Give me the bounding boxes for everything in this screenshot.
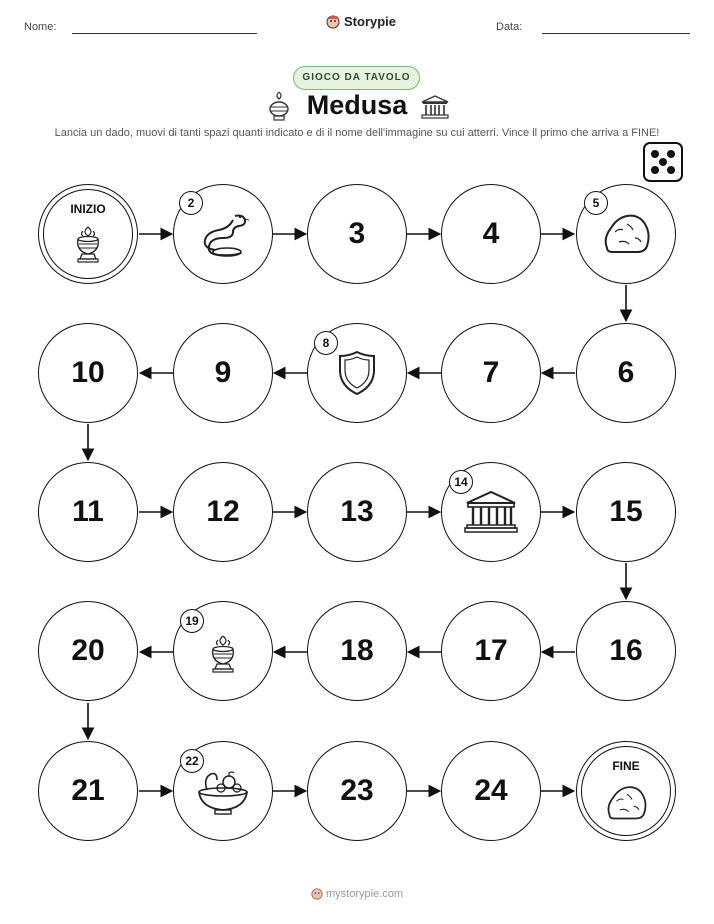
name-label: Nome: — [24, 21, 57, 33]
cell-number: 11 — [72, 495, 104, 528]
cell-number-tag: 5 — [584, 191, 608, 215]
board-cell-23[interactable] — [307, 741, 407, 841]
storypie-mascot-icon — [311, 888, 323, 900]
cell-number: 21 — [71, 774, 105, 807]
cell-number: 4 — [482, 217, 500, 250]
cell-number: 17 — [474, 634, 508, 667]
date-label: Data: — [496, 21, 523, 33]
cell-number: 13 — [340, 495, 374, 528]
board-cell-7[interactable] — [441, 323, 541, 423]
cell-number: 12 — [206, 495, 240, 528]
start-label: INIZIO — [70, 202, 106, 216]
board-cell-13[interactable] — [307, 462, 407, 562]
cell-number: 9 — [214, 356, 232, 389]
censer-icon — [205, 634, 241, 678]
board-cell-3[interactable] — [307, 184, 407, 284]
board-cell-start[interactable] — [38, 184, 138, 284]
cell-number-tag: 19 — [180, 609, 204, 633]
board-cell-4[interactable] — [441, 184, 541, 284]
cell-number: 18 — [340, 634, 374, 667]
instructions-text: Lancia un dado, muovi di tanti spazi quanti indicato e di il nome dell'immagine su cui atterri. Vince il primo che arriva a FINE! — [54, 127, 660, 139]
cell-number-tag: 14 — [449, 470, 473, 494]
cell-number: 3 — [348, 217, 366, 250]
fruit-bowl-icon — [195, 770, 251, 816]
cell-number: 15 — [609, 495, 643, 528]
board-cell-16[interactable] — [576, 601, 676, 701]
cell-number: 7 — [482, 356, 500, 389]
board-cell-24[interactable] — [441, 741, 541, 841]
shield-icon — [337, 349, 377, 397]
cell-number: 6 — [617, 356, 635, 389]
snake-icon — [197, 208, 249, 260]
rock-icon — [604, 784, 648, 822]
board-cell-12[interactable] — [173, 462, 273, 562]
cell-number: 10 — [71, 356, 105, 389]
game-type-badge: GIOCO DA TAVOLO — [293, 66, 420, 90]
cell-number-tag: 22 — [180, 749, 204, 773]
board-cell-17[interactable] — [441, 601, 541, 701]
censer-icon — [70, 225, 106, 265]
board-cell-11[interactable] — [38, 462, 138, 562]
board-cell-9[interactable] — [173, 323, 273, 423]
footer — [0, 888, 714, 900]
temple-icon — [463, 489, 519, 535]
cell-number: 20 — [71, 634, 105, 667]
cell-number: 24 — [474, 774, 508, 807]
rock-icon — [601, 212, 651, 256]
page-title: Medusa — [306, 90, 408, 120]
cell-number-tag: 2 — [179, 191, 203, 215]
board-cell-15[interactable] — [576, 462, 676, 562]
end-label: FINE — [612, 759, 640, 773]
board-cell-18[interactable] — [307, 601, 407, 701]
board-cell-20[interactable] — [38, 601, 138, 701]
board-cell-21[interactable] — [38, 741, 138, 841]
cell-number-tag: 8 — [314, 331, 338, 355]
board-cell-6[interactable] — [576, 323, 676, 423]
board-cell-10[interactable] — [38, 323, 138, 423]
board-cell-end[interactable] — [576, 741, 676, 841]
cell-number: 16 — [609, 634, 643, 667]
brand-name: Storypie — [344, 14, 397, 29]
footer-url[interactable]: mystorypie.com — [326, 888, 404, 900]
cell-number: 23 — [340, 774, 374, 807]
